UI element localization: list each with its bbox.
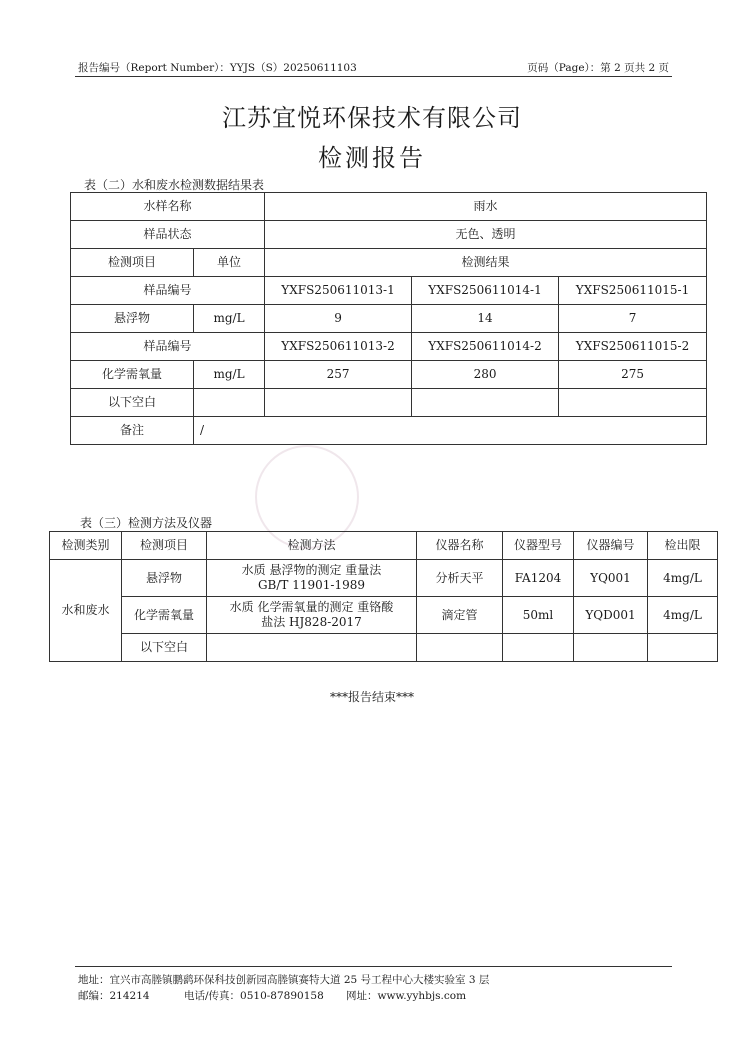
ss-value: 7 — [559, 305, 707, 333]
item-cell: 悬浮物 — [122, 560, 207, 597]
item-label: 检测项目 — [71, 249, 194, 277]
empty-cell — [417, 634, 503, 662]
limit-cell: 4mg/L — [648, 597, 718, 634]
table-row — [50, 532, 718, 560]
table2-caption: 表（二）水和废水检测数据结果表 — [84, 178, 265, 192]
cod-value: 280 — [412, 361, 559, 389]
water-results-table — [70, 192, 707, 445]
sample-no-label: 样品编号 — [71, 333, 265, 361]
unit-label: 单位 — [194, 249, 265, 277]
method-line: 水质 化学需氧量的测定 重铬酸 — [229, 600, 394, 614]
empty-cell — [194, 389, 265, 417]
remark-label: 备注 — [71, 417, 194, 445]
sample-name-label: 水样名称 — [71, 193, 265, 221]
blank-label: 以下空白 — [122, 634, 207, 662]
method-line: 水质 悬浮物的测定 重量法 — [241, 563, 382, 577]
header-instrument: 仪器名称 — [417, 532, 503, 560]
table-row — [71, 221, 707, 249]
sample-no: YXFS250611014-2 — [412, 333, 559, 361]
report-title: 检测报告 — [318, 144, 426, 172]
empty-cell — [207, 634, 417, 662]
header-model: 仪器型号 — [503, 532, 574, 560]
sample-no-label: 样品编号 — [71, 277, 265, 305]
empty-cell — [503, 634, 574, 662]
sample-no: YXFS250611014-1 — [412, 277, 559, 305]
footer-website: 网址：www.yyhbjs.com — [346, 990, 467, 1002]
number-cell: YQD001 — [574, 597, 648, 634]
header-divider — [75, 76, 672, 77]
result-label: 检测结果 — [265, 249, 707, 277]
cod-value: 275 — [559, 361, 707, 389]
company-name: 江苏宜悦环保技术有限公司 — [222, 104, 522, 132]
footer-contact — [78, 988, 466, 1003]
cod-name: 化学需氧量 — [71, 361, 194, 389]
footer-divider — [75, 966, 672, 967]
sample-no: YXFS250611015-2 — [559, 333, 707, 361]
footer-address: 地址：宜兴市高塍镇鹏鹞环保科技创新园高塍镇赛特大道 25 号工程中心大楼实验室 3 层 — [78, 974, 490, 986]
table-row — [71, 333, 707, 361]
sample-name-value: 雨水 — [265, 193, 707, 221]
report-end-mark: ***报告结束*** — [329, 690, 414, 704]
empty-cell — [412, 389, 559, 417]
sample-state-label: 样品状态 — [71, 221, 265, 249]
table-row — [71, 417, 707, 445]
table-row — [71, 193, 707, 221]
item-cell: 化学需氧量 — [122, 597, 207, 634]
ss-value: 14 — [412, 305, 559, 333]
sample-no: YXFS250611013-2 — [265, 333, 412, 361]
table-row — [71, 249, 707, 277]
page-number: 页码（Page）：第 2 页共 2 页 — [527, 62, 669, 74]
instrument-cell: 滴定管 — [417, 597, 503, 634]
methods-table — [49, 531, 718, 662]
footer-phone: 电话/传真：0510-87890158 — [184, 990, 324, 1002]
table-row — [50, 597, 718, 634]
ss-unit: mg/L — [194, 305, 265, 333]
table-row — [71, 361, 707, 389]
footer-postcode: 邮编：214214 — [78, 990, 150, 1002]
empty-cell — [265, 389, 412, 417]
method-standard: GB/T 11901-1989 — [257, 578, 366, 592]
header-limit: 检出限 — [648, 532, 718, 560]
remark-value: / — [194, 417, 707, 445]
table-row — [50, 634, 718, 662]
table-row — [71, 277, 707, 305]
empty-cell — [574, 634, 648, 662]
method-cell — [207, 597, 417, 634]
limit-cell: 4mg/L — [648, 560, 718, 597]
model-cell: FA1204 — [503, 560, 574, 597]
number-cell: YQ001 — [574, 560, 648, 597]
empty-cell — [648, 634, 718, 662]
instrument-cell: 分析天平 — [417, 560, 503, 597]
report-number: 报告编号（Report Number）：YYJS（S）20250611103 — [78, 62, 357, 74]
header-method: 检测方法 — [207, 532, 417, 560]
table-row — [50, 560, 718, 597]
sample-no: YXFS250611013-1 — [265, 277, 412, 305]
sample-no: YXFS250611015-1 — [559, 277, 707, 305]
empty-cell — [559, 389, 707, 417]
method-cell — [207, 560, 417, 597]
table-row — [71, 389, 707, 417]
ss-name: 悬浮物 — [71, 305, 194, 333]
sample-state-value: 无色、透明 — [265, 221, 707, 249]
table-row — [71, 305, 707, 333]
method-standard: 盐法 HJ828-2017 — [261, 615, 362, 629]
header-category: 检测类别 — [50, 532, 122, 560]
blank-label: 以下空白 — [71, 389, 194, 417]
cod-value: 257 — [265, 361, 412, 389]
model-cell: 50ml — [503, 597, 574, 634]
cod-unit: mg/L — [194, 361, 265, 389]
ss-value: 9 — [265, 305, 412, 333]
table3-caption: 表（三）检测方法及仪器 — [80, 516, 213, 530]
category-cell: 水和废水 — [50, 560, 122, 662]
header-item: 检测项目 — [122, 532, 207, 560]
header-number: 仪器编号 — [574, 532, 648, 560]
